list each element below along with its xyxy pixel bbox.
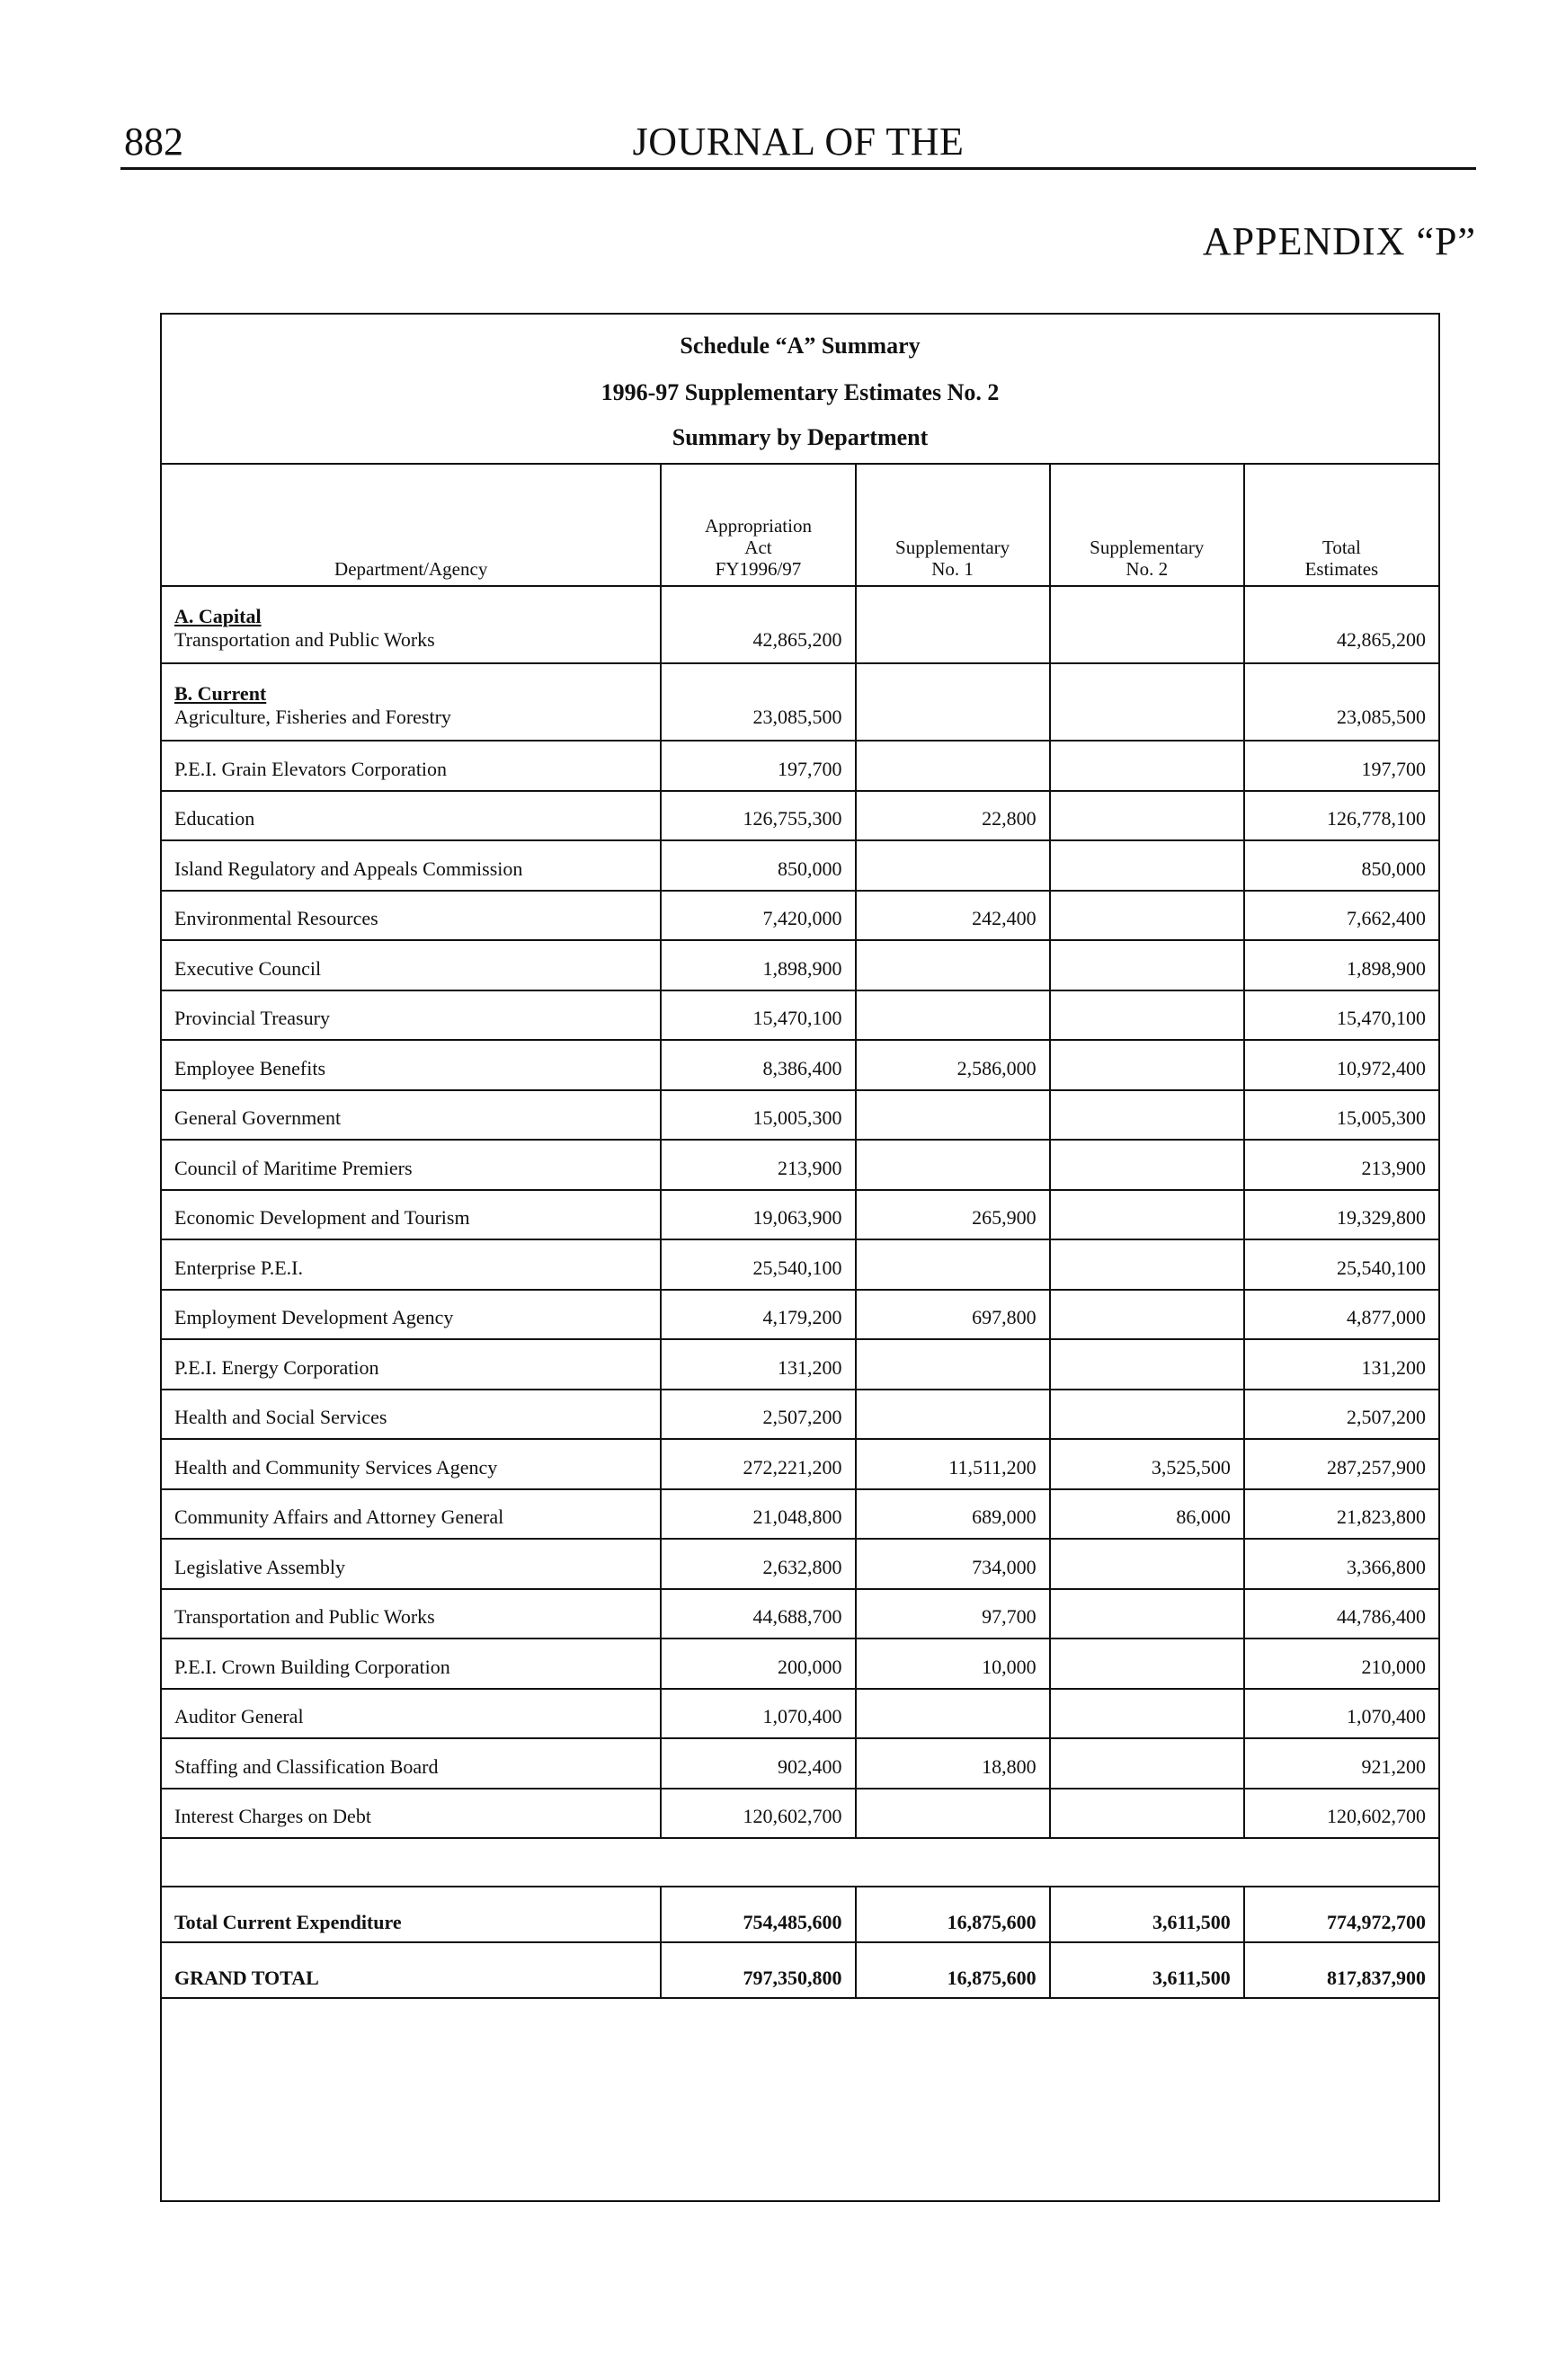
total-estimate-value: 850,000 bbox=[1244, 840, 1438, 891]
department-name bbox=[162, 1689, 661, 1739]
total-label: GRAND TOTAL bbox=[162, 1942, 661, 1998]
appropriation-value: 19,063,900 bbox=[661, 1190, 855, 1240]
appropriation-value: 25,540,100 bbox=[661, 1239, 855, 1290]
department-label: Island Regulatory and Appeals Commission bbox=[174, 857, 523, 880]
department-label: General Government bbox=[174, 1106, 342, 1129]
supplementary-2-value bbox=[1050, 891, 1244, 941]
department-name bbox=[162, 990, 661, 1041]
total-estimate-value: 3,366,800 bbox=[1244, 1539, 1438, 1589]
appropriation-value: 44,688,700 bbox=[661, 1589, 855, 1639]
supplementary-1-value bbox=[856, 1689, 1050, 1739]
department-label: Community Affairs and Attorney General bbox=[174, 1505, 504, 1528]
supplementary-2-value bbox=[1050, 1589, 1244, 1639]
department-label: Interest Charges on Debt bbox=[174, 1805, 371, 1827]
total-estimate-value: 4,877,000 bbox=[1244, 1290, 1438, 1340]
supplementary-1-value bbox=[856, 1090, 1050, 1141]
section-capital-label: A. Capital bbox=[174, 605, 262, 627]
supplementary-1-value bbox=[856, 663, 1050, 741]
supplementary-1-value bbox=[856, 990, 1050, 1041]
table-row bbox=[162, 1390, 1438, 1440]
table-row bbox=[162, 586, 1438, 663]
supplementary-2-value bbox=[1050, 1738, 1244, 1789]
department-name bbox=[162, 1539, 661, 1589]
total-estimate-value: 19,329,800 bbox=[1244, 1190, 1438, 1240]
department-name bbox=[162, 840, 661, 891]
total-estimate-value: 21,823,800 bbox=[1244, 1489, 1438, 1540]
supplementary-2-value bbox=[1050, 1140, 1244, 1190]
total-estimate-value: 25,540,100 bbox=[1244, 1239, 1438, 1290]
supplementary-1-value bbox=[856, 1339, 1050, 1390]
spacer-row bbox=[162, 1838, 1438, 1887]
appropriation-value: 1,070,400 bbox=[661, 1689, 855, 1739]
appropriation-value: 850,000 bbox=[661, 840, 855, 891]
department-name bbox=[162, 791, 661, 841]
supplementary-2-value bbox=[1050, 1190, 1244, 1240]
appropriation-value: 42,865,200 bbox=[661, 586, 855, 663]
column-header-row bbox=[162, 463, 1438, 586]
table-row bbox=[162, 1738, 1438, 1789]
supplementary-1-value bbox=[856, 1390, 1050, 1440]
supplementary-1-value: 242,400 bbox=[856, 891, 1050, 941]
schedule-box bbox=[160, 313, 1440, 2202]
department-name bbox=[162, 1140, 661, 1190]
department-name bbox=[162, 1090, 661, 1141]
column-header-supplementary-2: Supplementary No. 2 bbox=[1050, 463, 1244, 586]
total-estimate-value: 15,005,300 bbox=[1244, 1090, 1438, 1141]
appropriation-value: 2,632,800 bbox=[661, 1539, 855, 1589]
appropriation-value: 200,000 bbox=[661, 1638, 855, 1689]
table-row bbox=[162, 1489, 1438, 1540]
schedule-subtitle: 1996-97 Supplementary Estimates No. 2 bbox=[601, 379, 1000, 405]
supplementary-1-value: 10,000 bbox=[856, 1638, 1050, 1689]
department-label: Economic Development and Tourism bbox=[174, 1206, 470, 1229]
total-estimate-value: 2,507,200 bbox=[1244, 1390, 1438, 1440]
table-row bbox=[162, 1239, 1438, 1290]
supplementary-2-value bbox=[1050, 1040, 1244, 1090]
supplementary-1-total: 16,875,600 bbox=[856, 1942, 1050, 1998]
supplementary-1-value: 18,800 bbox=[856, 1738, 1050, 1789]
supplementary-2-value bbox=[1050, 840, 1244, 891]
estimates-total: 774,972,700 bbox=[1244, 1887, 1438, 1942]
appropriation-value: 23,085,500 bbox=[661, 663, 855, 741]
grand-total-row bbox=[162, 1942, 1438, 1998]
appropriation-value: 15,470,100 bbox=[661, 990, 855, 1041]
supplementary-2-value: 3,525,500 bbox=[1050, 1439, 1244, 1489]
department-name bbox=[162, 1638, 661, 1689]
table-row bbox=[162, 1339, 1438, 1390]
supplementary-2-value bbox=[1050, 741, 1244, 791]
total-estimate-value: 44,786,400 bbox=[1244, 1589, 1438, 1639]
total-estimate-value: 120,602,700 bbox=[1244, 1789, 1438, 1839]
appropriation-value: 120,602,700 bbox=[661, 1789, 855, 1839]
department-name bbox=[162, 1589, 661, 1639]
total-estimate-value: 7,662,400 bbox=[1244, 891, 1438, 941]
schedule-heading bbox=[162, 315, 1438, 465]
supplementary-1-value bbox=[856, 940, 1050, 990]
table-row bbox=[162, 741, 1438, 791]
appropriation-value: 902,400 bbox=[661, 1738, 855, 1789]
journal-title: JOURNAL OF THE bbox=[632, 120, 965, 164]
page-number: 882 bbox=[124, 120, 183, 164]
total-estimate-value: 921,200 bbox=[1244, 1738, 1438, 1789]
supplementary-1-value bbox=[856, 1140, 1050, 1190]
appropriation-value: 7,420,000 bbox=[661, 891, 855, 941]
appropriation-value: 1,898,900 bbox=[661, 940, 855, 990]
department-label: P.E.I. Crown Building Corporation bbox=[174, 1655, 450, 1678]
department-label: Staffing and Classification Board bbox=[174, 1754, 439, 1778]
appropriation-value: 8,386,400 bbox=[661, 1040, 855, 1090]
appropriation-value: 2,507,200 bbox=[661, 1390, 855, 1440]
appropriation-value: 15,005,300 bbox=[661, 1090, 855, 1141]
supplementary-1-value: 2,586,000 bbox=[856, 1040, 1050, 1090]
supplementary-2-value bbox=[1050, 1638, 1244, 1689]
department-name bbox=[162, 1439, 661, 1489]
table-row bbox=[162, 1638, 1438, 1689]
department-label: Council of Maritime Premiers bbox=[174, 1156, 413, 1179]
page-header bbox=[120, 113, 1476, 170]
table-row bbox=[162, 1539, 1438, 1589]
department-label: Transportation and Public Works bbox=[174, 628, 435, 651]
supplementary-1-value: 265,900 bbox=[856, 1190, 1050, 1240]
supplementary-1-value: 97,700 bbox=[856, 1589, 1050, 1639]
department-name bbox=[162, 940, 661, 990]
department-label: P.E.I. Energy Corporation bbox=[174, 1355, 379, 1379]
department-label: Agriculture, Fisheries and Forestry bbox=[174, 706, 451, 728]
total-estimate-value: 1,898,900 bbox=[1244, 940, 1438, 990]
total-estimate-value: 10,972,400 bbox=[1244, 1040, 1438, 1090]
supplementary-1-value bbox=[856, 1789, 1050, 1839]
section-current-label: B. Current bbox=[174, 682, 267, 705]
department-label: Employment Development Agency bbox=[174, 1306, 454, 1328]
table-row bbox=[162, 1789, 1438, 1839]
appropriation-total: 754,485,600 bbox=[661, 1887, 855, 1942]
department-name bbox=[162, 1239, 661, 1290]
department-name bbox=[162, 1489, 661, 1540]
supplementary-2-value bbox=[1050, 1390, 1244, 1440]
supplementary-2-value bbox=[1050, 586, 1244, 663]
total-estimate-value: 23,085,500 bbox=[1244, 663, 1438, 741]
department-name bbox=[162, 1290, 661, 1340]
total-estimate-value: 126,778,100 bbox=[1244, 791, 1438, 841]
department-name bbox=[162, 1390, 661, 1440]
supplementary-2-value bbox=[1050, 663, 1244, 741]
table-row bbox=[162, 663, 1438, 741]
department-label: Education bbox=[174, 807, 255, 830]
supplementary-2-value bbox=[1050, 1090, 1244, 1141]
supplementary-1-value bbox=[856, 586, 1050, 663]
supplementary-1-value bbox=[856, 741, 1050, 791]
total-estimate-value: 210,000 bbox=[1244, 1638, 1438, 1689]
department-label: Employee Benefits bbox=[174, 1056, 326, 1079]
supplementary-2-value: 86,000 bbox=[1050, 1489, 1244, 1540]
supplementary-2-value bbox=[1050, 1539, 1244, 1589]
department-label: Enterprise P.E.I. bbox=[174, 1256, 303, 1279]
supplementary-1-total: 16,875,600 bbox=[856, 1887, 1050, 1942]
table-row bbox=[162, 990, 1438, 1041]
department-label: P.E.I. Grain Elevators Corporation bbox=[174, 757, 448, 780]
schedule-title: Schedule “A” Summary bbox=[680, 333, 921, 359]
total-estimate-value: 1,070,400 bbox=[1244, 1689, 1438, 1739]
table-row bbox=[162, 891, 1438, 941]
column-header-supplementary-1: Supplementary No. 1 bbox=[856, 463, 1050, 586]
supplementary-2-value bbox=[1050, 1789, 1244, 1839]
total-estimate-value: 287,257,900 bbox=[1244, 1439, 1438, 1489]
department-name bbox=[162, 1190, 661, 1240]
total-estimate-value: 131,200 bbox=[1244, 1339, 1438, 1390]
supplementary-2-total: 3,611,500 bbox=[1050, 1942, 1244, 1998]
total-estimate-value: 42,865,200 bbox=[1244, 586, 1438, 663]
department-name bbox=[162, 1339, 661, 1390]
department-label: Legislative Assembly bbox=[174, 1555, 346, 1578]
appropriation-value: 4,179,200 bbox=[661, 1290, 855, 1340]
department-name bbox=[162, 1789, 661, 1839]
supplementary-1-value: 22,800 bbox=[856, 791, 1050, 841]
table-row bbox=[162, 1090, 1438, 1141]
department-label: Auditor General bbox=[174, 1705, 304, 1727]
supplementary-1-value: 734,000 bbox=[856, 1539, 1050, 1589]
supplementary-1-value: 11,511,200 bbox=[856, 1439, 1050, 1489]
appendix-title: APPENDIX “P” bbox=[1202, 219, 1476, 263]
appropriation-value: 272,221,200 bbox=[661, 1439, 855, 1489]
supplementary-2-value bbox=[1050, 990, 1244, 1041]
supplementary-2-value bbox=[1050, 1290, 1244, 1340]
total-estimate-value: 15,470,100 bbox=[1244, 990, 1438, 1041]
total-current-row bbox=[162, 1887, 1438, 1942]
department-label: Executive Council bbox=[174, 956, 322, 980]
table-row bbox=[162, 1040, 1438, 1090]
department-name bbox=[162, 1738, 661, 1789]
department-label: Provincial Treasury bbox=[174, 1007, 330, 1029]
department-name bbox=[162, 586, 661, 663]
appropriation-value: 131,200 bbox=[661, 1339, 855, 1390]
table-row bbox=[162, 840, 1438, 891]
table-row bbox=[162, 1290, 1438, 1340]
estimates-total: 817,837,900 bbox=[1244, 1942, 1438, 1998]
total-label: Total Current Expenditure bbox=[162, 1887, 661, 1942]
total-estimate-value: 213,900 bbox=[1244, 1140, 1438, 1190]
supplementary-2-total: 3,611,500 bbox=[1050, 1887, 1244, 1942]
supplementary-1-value bbox=[856, 1239, 1050, 1290]
supplementary-1-value: 697,800 bbox=[856, 1290, 1050, 1340]
department-name bbox=[162, 1040, 661, 1090]
supplementary-1-value: 689,000 bbox=[856, 1489, 1050, 1540]
table-row bbox=[162, 1439, 1438, 1489]
department-name bbox=[162, 663, 661, 741]
supplementary-2-value bbox=[1050, 1339, 1244, 1390]
table-row bbox=[162, 1589, 1438, 1639]
table-row bbox=[162, 940, 1438, 990]
appropriation-value: 213,900 bbox=[661, 1140, 855, 1190]
summary-label: Summary by Department bbox=[672, 424, 929, 450]
column-header-appropriation: Appropriation Act FY1996/97 bbox=[661, 463, 855, 586]
column-header-total: Total Estimates bbox=[1244, 463, 1438, 586]
supplementary-2-value bbox=[1050, 1689, 1244, 1739]
supplementary-2-value bbox=[1050, 940, 1244, 990]
appropriation-value: 197,700 bbox=[661, 741, 855, 791]
supplementary-1-value bbox=[856, 840, 1050, 891]
column-header-department: Department/Agency bbox=[162, 463, 661, 586]
supplementary-2-value bbox=[1050, 791, 1244, 841]
appropriation-total: 797,350,800 bbox=[661, 1942, 855, 1998]
department-label: Environmental Resources bbox=[174, 907, 378, 929]
table-row bbox=[162, 1140, 1438, 1190]
department-label: Health and Social Services bbox=[174, 1406, 387, 1428]
table-row bbox=[162, 791, 1438, 841]
appropriation-value: 126,755,300 bbox=[661, 791, 855, 841]
summary-table bbox=[162, 463, 1438, 1999]
department-label: Health and Community Services Agency bbox=[174, 1455, 498, 1479]
department-name bbox=[162, 891, 661, 941]
table-row bbox=[162, 1190, 1438, 1240]
appropriation-value: 21,048,800 bbox=[661, 1489, 855, 1540]
total-estimate-value: 197,700 bbox=[1244, 741, 1438, 791]
department-label: Transportation and Public Works bbox=[174, 1605, 435, 1628]
spacer-cell bbox=[162, 1838, 1438, 1887]
department-name bbox=[162, 741, 661, 791]
table-row bbox=[162, 1689, 1438, 1739]
supplementary-2-value bbox=[1050, 1239, 1244, 1290]
